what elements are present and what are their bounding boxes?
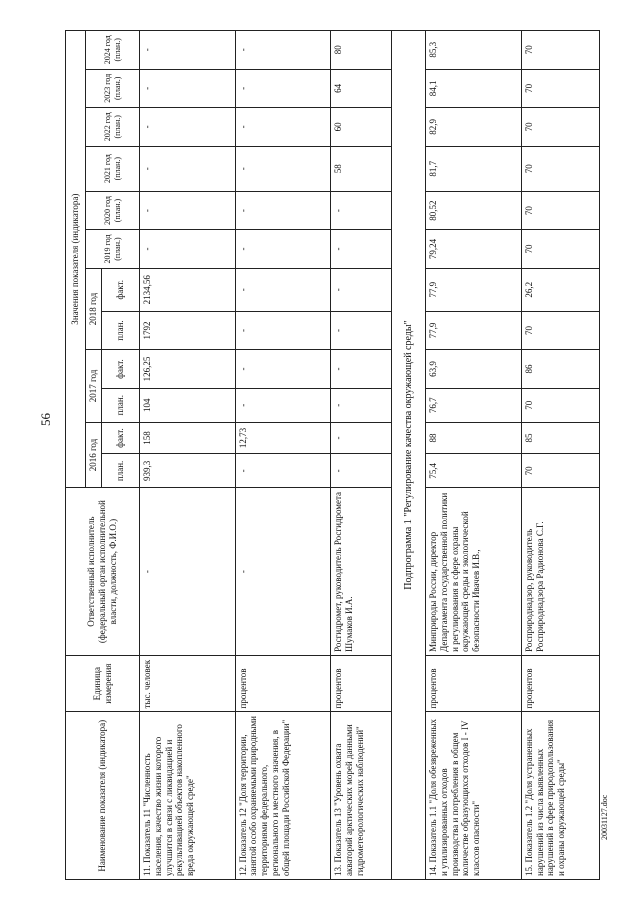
header-responsible: Ответственный исполнитель (федеральный орган исполнительной власти, должность, Ф.И.О.) (66, 488, 140, 656)
header-unit: Единица измерения (66, 655, 140, 712)
table-row (331, 31, 392, 880)
value-cell: - (140, 191, 236, 229)
responsible-cell: Росприроднадзор, руководитель Росприроднадзора Радионова С.Г. (521, 488, 599, 656)
value-cell: - (331, 350, 392, 388)
responsible-cell: Росгидромет, руководитель Росгидромета Шумаков И.А. (331, 488, 392, 656)
value-cell: - (331, 454, 392, 488)
value-cell: 76,7 (426, 388, 522, 422)
header-fact: факт. (102, 350, 140, 388)
value-cell: - (140, 31, 236, 70)
value-cell: 70 (521, 31, 599, 70)
subprogram-row (392, 31, 426, 880)
value-cell: 88 (426, 422, 522, 454)
indicator-name (235, 712, 331, 880)
value-cell: - (331, 422, 392, 454)
header-year-2023: 2023 год (план.) (86, 69, 140, 107)
table-row (140, 31, 236, 880)
header-year-2024: 2024 год (план.) (86, 31, 140, 70)
row-number: 14. (428, 864, 439, 876)
indicator-text: Показатель 1.2 "Доля устраненных нарушений из числа выявленных нарушений в сфере природопользования и охраны окружающей среды" (523, 719, 567, 876)
header-plan: план. (102, 311, 140, 349)
row-number: 12. (237, 864, 248, 876)
value-cell: 60 (331, 108, 392, 146)
value-cell: 85 (521, 422, 599, 454)
header-year-2016: 2016 год (86, 422, 102, 488)
value-cell: 85,3 (426, 31, 522, 70)
value-cell: - (235, 31, 331, 70)
responsible-cell: - (235, 488, 331, 656)
value-cell: 75,4 (426, 454, 522, 488)
page-number: 56 (38, 413, 53, 426)
value-cell: 58 (331, 146, 392, 191)
value-cell: 82,9 (426, 108, 522, 146)
header-plan: план. (102, 388, 140, 422)
value-cell: 70 (521, 69, 599, 107)
header-plan: план. (102, 454, 140, 488)
value-cell: - (331, 191, 392, 229)
value-cell: 70 (521, 388, 599, 422)
indicator-text: Показатель 1.1 "Доля обезвреженных и утилизированных отходов производства и потребления в общем количестве образующихся отходов I - IV классов опасности" (428, 718, 482, 876)
value-cell: 26,2 (521, 268, 599, 311)
value-cell: - (235, 388, 331, 422)
subprogram-title: Подпрограмма 1 "Регулирование качества окружающей среды" (392, 31, 426, 880)
value-cell: 70 (521, 146, 599, 191)
value-cell: - (331, 388, 392, 422)
header-row-1 (66, 31, 86, 880)
responsible-cell: Минприроды России, директор Департамента государственной политики и регулирования в сфере охраны окружающей среды и экологической безопасности Ивачев И.В., (426, 488, 522, 656)
value-cell: - (235, 454, 331, 488)
indicator-text: Показатель 11 "Численность населения, качество жизни которого улучшится в связи с ликвидацией и рекультивацией объектов накопленного вреда окружающей среде" (142, 724, 196, 876)
value-cell: 86 (521, 350, 599, 388)
value-cell: - (140, 146, 236, 191)
rotated-table-wrapper (65, 30, 600, 880)
unit-cell: процентов (235, 655, 331, 712)
row-number: 11. (142, 865, 152, 876)
value-cell: - (140, 108, 236, 146)
value-cell: - (140, 69, 236, 107)
value-cell: 70 (521, 311, 599, 349)
value-cell: 70 (521, 454, 599, 488)
value-cell: - (235, 268, 331, 311)
unit-cell: процентов (426, 655, 522, 712)
value-cell: 80,52 (426, 191, 522, 229)
value-cell: - (235, 311, 331, 349)
value-cell: - (235, 350, 331, 388)
table-row (426, 31, 522, 880)
unit-cell: тыс. человек (140, 655, 236, 712)
header-year-2018: 2018 год (86, 268, 102, 349)
indicator-text: Показатель 12 "Доля территории, занятой особо охраняемыми природными территориями федерального, регионального и местного значения, в общей площади Российской Федерации" (237, 716, 291, 876)
value-cell: 81,7 (426, 146, 522, 191)
value-cell: 1792 (140, 311, 236, 349)
header-year-2017: 2017 год (86, 350, 102, 422)
indicator-name (426, 712, 522, 880)
value-cell: 77,9 (426, 311, 522, 349)
value-cell: 84,1 (426, 69, 522, 107)
value-cell: 2134,56 (140, 268, 236, 311)
value-cell: - (235, 146, 331, 191)
value-cell: 126,25 (140, 350, 236, 388)
indicator-text: Показатель 13 "Уровень охвата акваторий арктических морей данными гидрометеорологических наблюдений" (333, 724, 365, 876)
value-cell: - (140, 230, 236, 268)
value-cell: 158 (140, 422, 236, 454)
value-cell: - (331, 311, 392, 349)
header-year-2022: 2022 год (план.) (86, 108, 140, 146)
value-cell: 63,9 (426, 350, 522, 388)
header-year-2021: 2021 год (план.) (86, 146, 140, 191)
document-code: 20031127.doc (600, 794, 609, 840)
value-cell: 80 (331, 31, 392, 70)
value-cell: 104 (140, 388, 236, 422)
value-cell: 70 (521, 108, 599, 146)
value-cell: 77,9 (426, 268, 522, 311)
row-number: 13. (333, 864, 344, 876)
responsible-cell: - (140, 488, 236, 656)
unit-cell: процентов (331, 655, 392, 712)
value-cell: 939,3 (140, 454, 236, 488)
indicators-table (65, 30, 600, 880)
indicator-name (331, 712, 392, 880)
value-cell: - (331, 268, 392, 311)
indicator-name (521, 712, 599, 880)
value-cell: - (235, 108, 331, 146)
value-cell: 70 (521, 230, 599, 268)
header-fact: факт. (102, 268, 140, 311)
header-year-2020: 2020 год (план.) (86, 191, 140, 229)
value-cell: - (235, 191, 331, 229)
row-number: 15. (523, 864, 534, 876)
unit-cell: процентов (521, 655, 599, 712)
header-name: Наименование показателя (индикатора) (66, 712, 140, 880)
value-cell: - (235, 230, 331, 268)
header-year-2019: 2019 год (план.) (86, 230, 140, 268)
header-fact: факт. (102, 422, 140, 454)
value-cell: - (331, 230, 392, 268)
table-row (521, 31, 599, 880)
value-cell: 12,73 (235, 422, 331, 454)
indicator-name (140, 712, 236, 880)
table-row (235, 31, 331, 880)
value-cell: 70 (521, 191, 599, 229)
value-cell: - (235, 69, 331, 107)
value-cell: 79,24 (426, 230, 522, 268)
value-cell: 64 (331, 69, 392, 107)
header-values: Значения показателя (индикатора) (66, 31, 86, 488)
